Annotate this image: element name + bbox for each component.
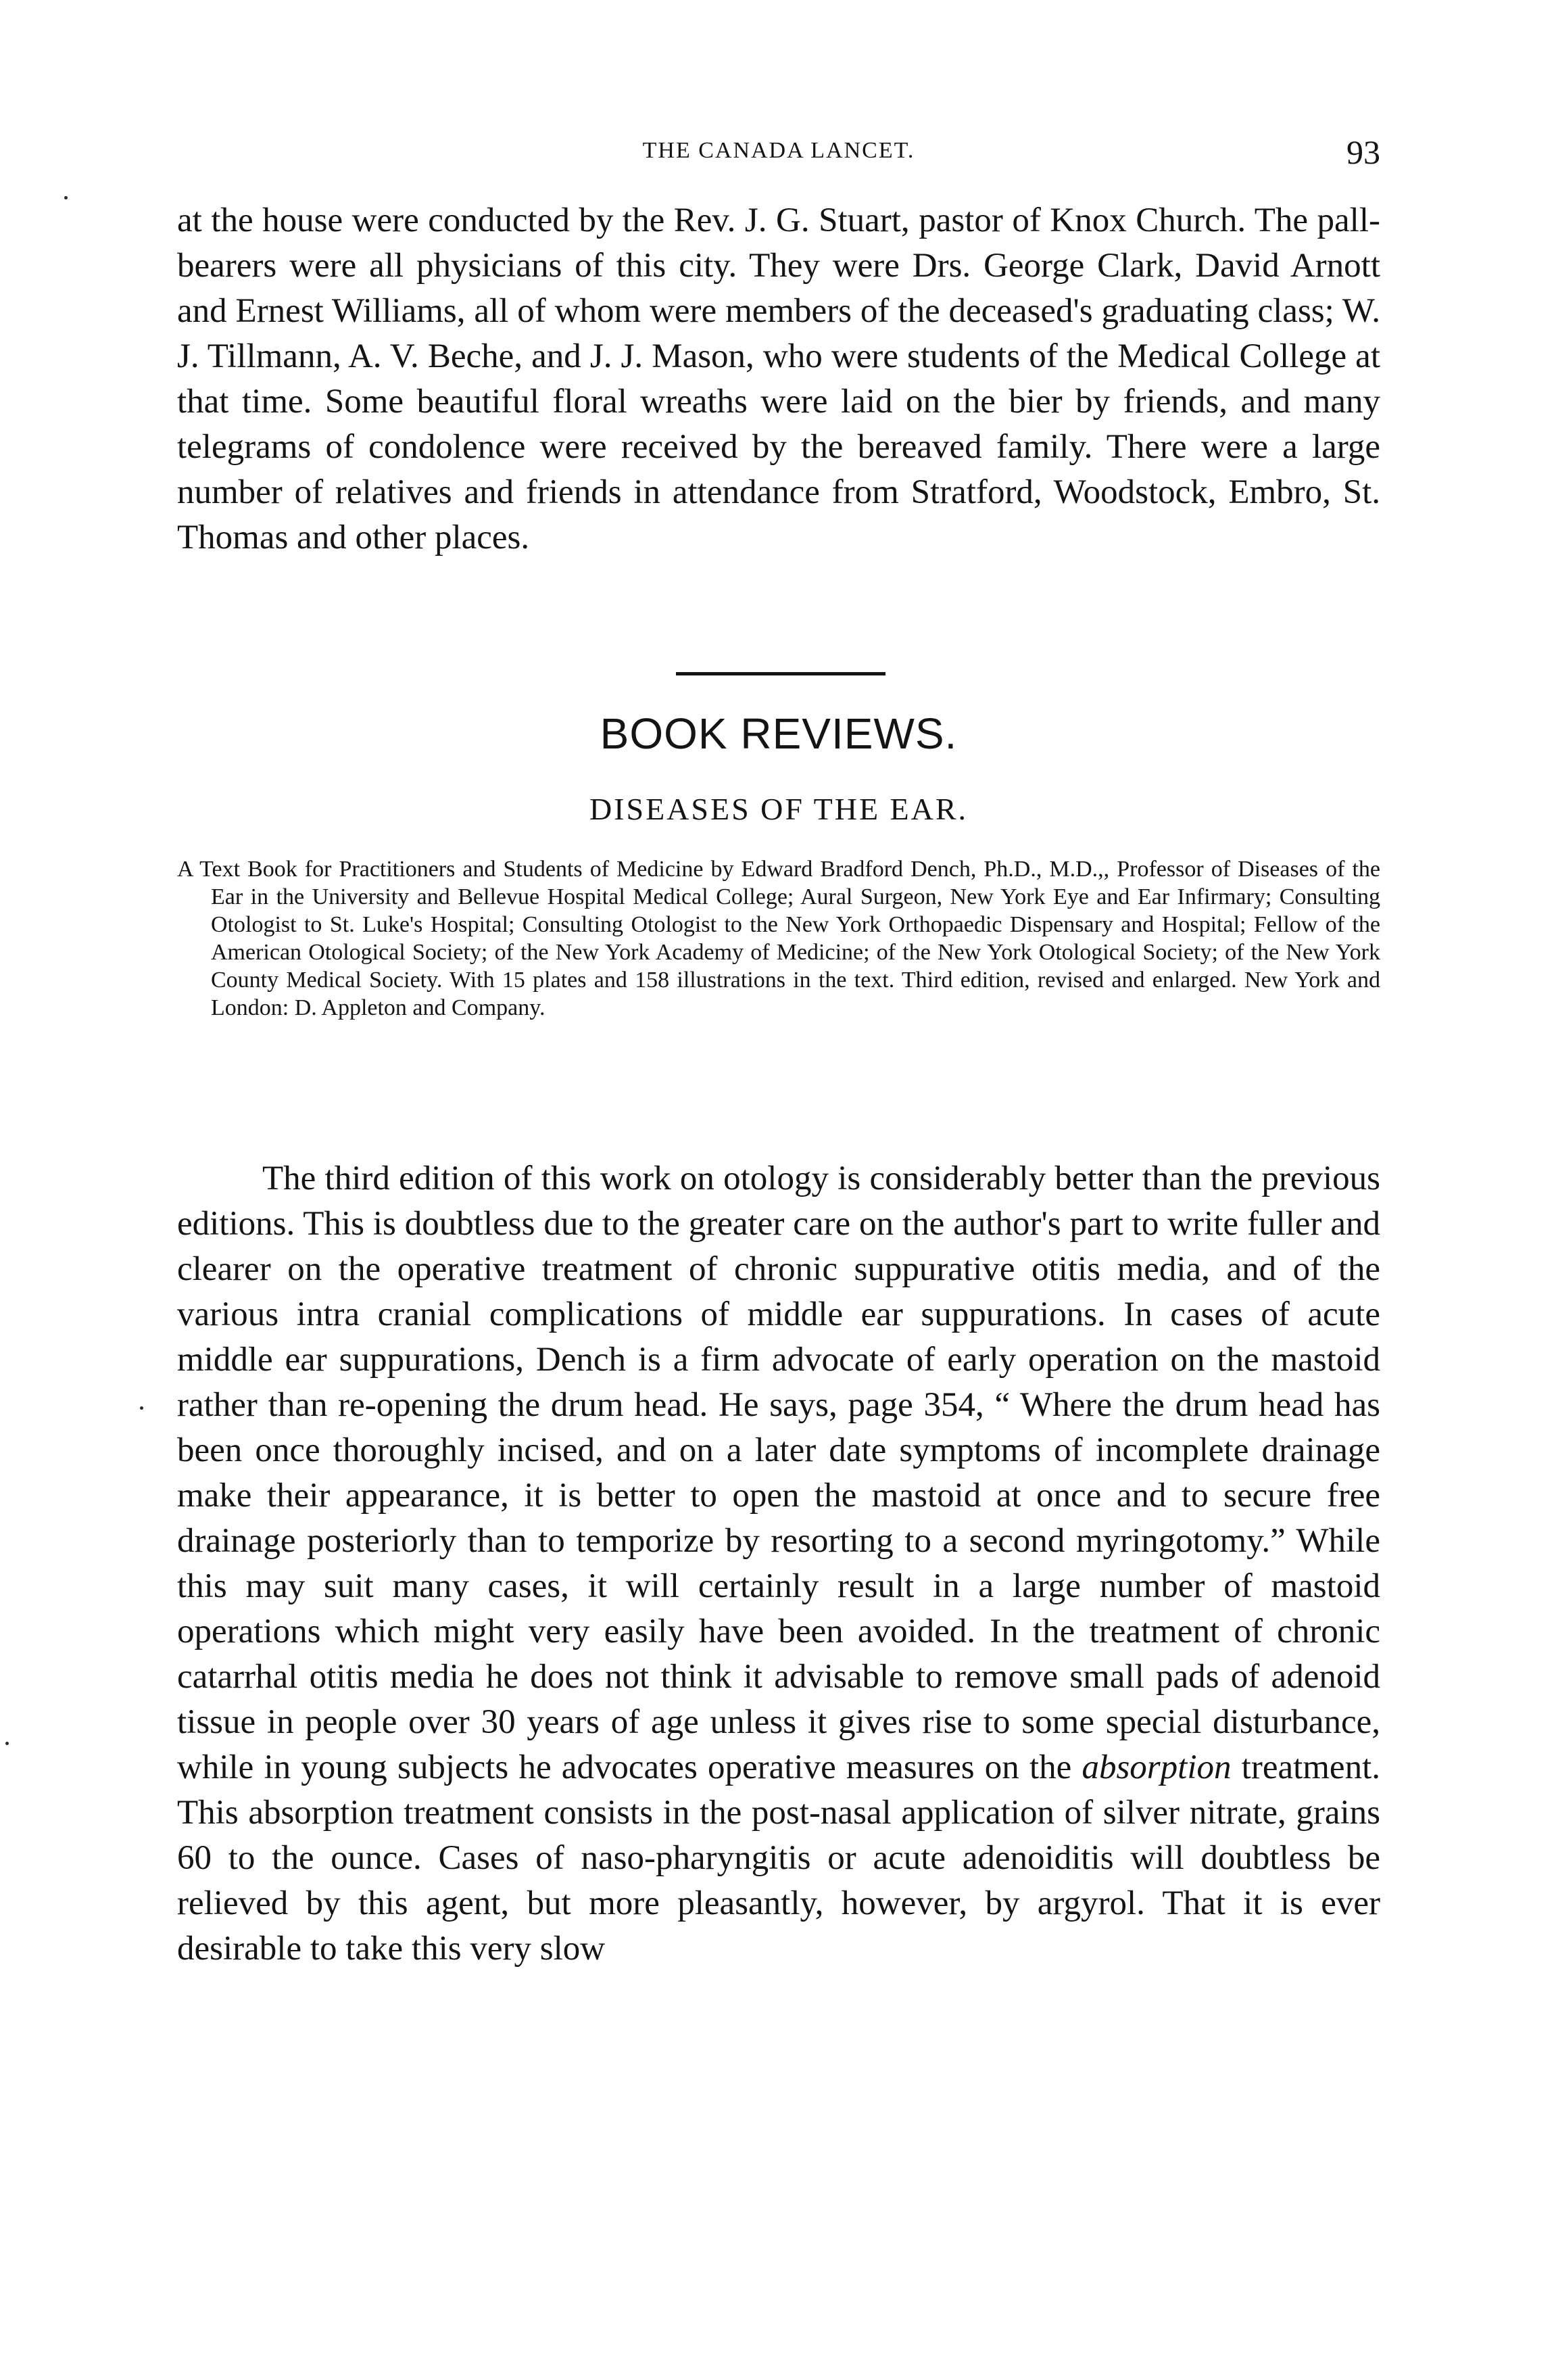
section-heading: BOOK REVIEWS. xyxy=(600,709,958,758)
scan-speck xyxy=(140,1406,143,1410)
running-title: THE CANADA LANCET. xyxy=(642,138,915,163)
section-divider-rule xyxy=(676,672,885,675)
page-number: 93 xyxy=(1346,133,1380,171)
review-paragraph xyxy=(177,1156,1380,1972)
review-text-end: treatment. This absorption treatment consists in the post-nasal application of silver nitrate, grains 60 to the ounce. Cases of naso-pharyngitis or acute adenoiditis will doubtless be relieved by this agent, but more pleasantly, however, by argyrol. That it is ever desirable to take this very slow xyxy=(177,1748,1380,1968)
running-head xyxy=(177,133,1380,173)
scan-speck xyxy=(64,196,68,199)
book-title: DISEASES OF THE EAR. xyxy=(589,792,969,826)
scan-speck xyxy=(5,1742,9,1745)
review-italic-term: absorption xyxy=(1082,1748,1232,1786)
opening-paragraph: at the house were conducted by the Rev. J. G. Stuart, pastor of Knox Church. The pall-bearers were all physicians of this city. They were Drs. George Clark, David Arnott and Ernest Williams, all of whom were members of the deceased's graduating class; W. J. Tillmann, A. V. Beche, and J. J. Mason, who were students of the Medical College at that time. Some beautiful floral wreaths were laid on the bier by friends, and many telegrams of condolence were received by the bereaved family. There were a large number of relatives and friends in attendance from Stratford, Woodstock, Embro, St. Thomas and other places. xyxy=(177,201,1380,556)
review-text-start: The third edition of this work on otology is considerably better than the previous editions. This is doubtless due to the greater care on the author's part to write fuller and clearer on the operative treatment of chronic suppurative otitis media, and of the various intra cranial complications of middle ear suppurations. In cases of acute middle ear suppurations, Dench is a firm advocate of early operation on the mastoid rather than re-opening the drum head. He says, page 354, “ Where the drum head has been once thoroughly incised, and on a later date symptoms of incomplete drainage make their appearance, it is better to open the mastoid at once and to secure free drainage posteriorly than to temporize by resorting to a second myringotomy.” While this may suit many cases, it will certainly result in a large number of mastoid operations which might very easily have been avoided. In the treatment of chronic catarrhal otitis media he does not think it advisable to remove small pads of adenoid tissue in people over 30 years of age unless it gives rise to some special disturbance, while in young subjects he advocates operative measures on the xyxy=(177,1160,1380,1786)
book-citation: A Text Book for Practitioners and Students of Medicine by Edward Bradford Dench, Ph.D., M.D.,, Professor of Diseases of the Ear in the University and Bellevue Hospital Medical College; Aural Surgeon, New York Eye and Ear Infirmary; Consulting Otologist to St. Luke's Hospital; Consulting Otologist to the New York Orthopaedic Dispensary and Hospital; Fellow of the American Otological Society; of the New York Academy of Medicine; of the New York Otological Society; of the New York County Medical Society. With 15 plates and 158 illustrations in the text. Third edition, revised and enlarged. New York and London: D. Appleton and Company. xyxy=(177,857,1380,1020)
